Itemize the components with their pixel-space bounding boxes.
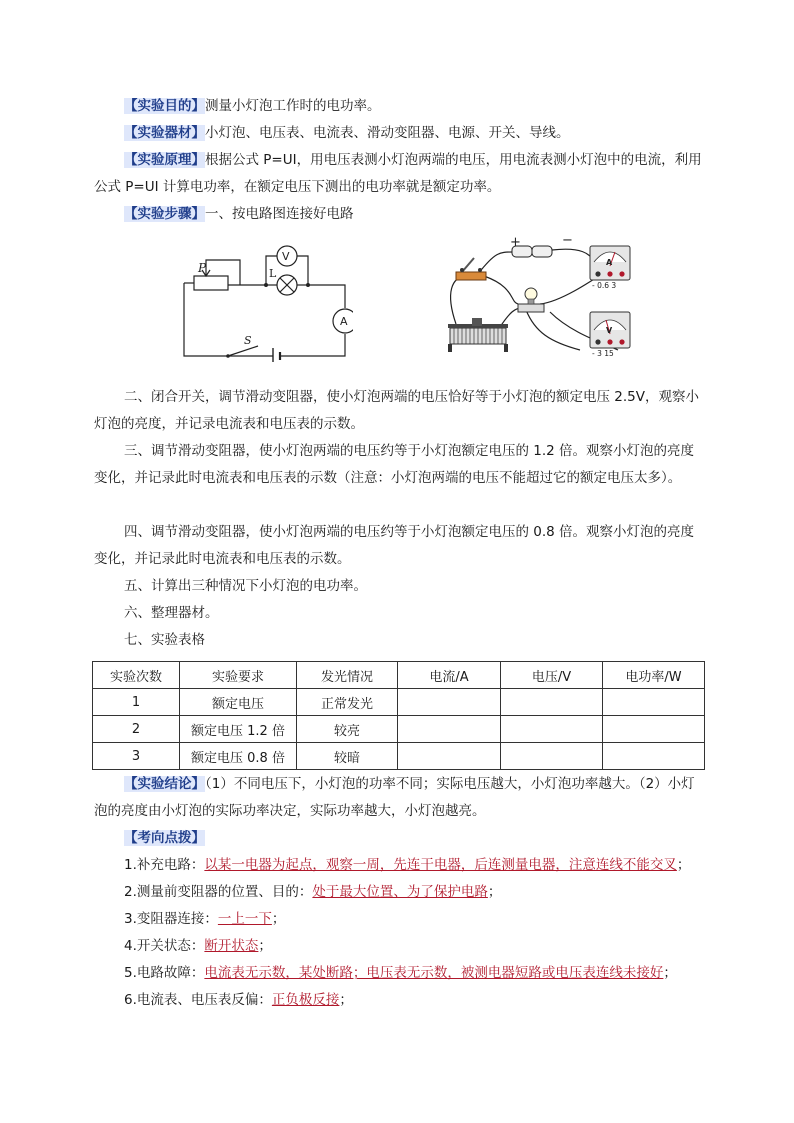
steps-tag: 【实验步骤】 <box>124 206 205 222</box>
conclusion-tag: 【实验结论】 <box>124 776 205 792</box>
table-row <box>93 716 705 743</box>
tip-4 <box>94 933 706 960</box>
equipment-paragraph <box>94 120 706 147</box>
step-5: 五、计算出三种情况下小灯泡的电功率。 <box>124 578 367 594</box>
step-4: 四、调节滑动变阻器，使小灯泡两端的电压约等于小灯泡额定电压的 0.8 倍。观察小灯泡的亮度变化，并记录此时电流表和电压表的示数。 <box>94 524 695 567</box>
tip-label: 1.补充电路： <box>124 857 205 873</box>
lamp-holder <box>518 288 544 312</box>
equipment-text: 小灯泡、电压表、电流表、滑动变阻器、电源、开关、导线。 <box>205 125 570 141</box>
table-cell: 额定电压 <box>180 689 297 716</box>
step-7: 七、实验表格 <box>124 632 205 648</box>
table-cell <box>501 716 603 743</box>
table-cell: 较暗 <box>297 743 398 770</box>
aim-paragraph <box>94 93 706 120</box>
voltmeter-scale: - 3 15 <box>592 349 614 358</box>
tip-answer: 处于最大位置、为了保护电路 <box>312 884 488 900</box>
header-cell: 发光情况 <box>297 662 398 689</box>
tip-tail: ； <box>676 857 691 873</box>
circuit-diagram <box>178 236 353 362</box>
table-cell: 较亮 <box>297 716 398 743</box>
tip-2 <box>94 879 706 906</box>
steps-first: 一、按电路图连接好电路 <box>205 206 354 222</box>
tip-label: 5.电路故障： <box>124 965 205 981</box>
tip-answer: 正负极反接 <box>271 992 340 1008</box>
lamp-label: L <box>269 267 277 280</box>
aim-text: 测量小灯泡工作时的电功率。 <box>205 98 381 114</box>
step-2: 二、闭合开关，调节滑动变阻器，使小灯泡两端的电压恰好等于小灯泡的额定电压 2.5V，观察小灯泡的亮度，并记录电流表和电压表的示数。 <box>94 389 699 432</box>
conclusion-paragraph <box>94 771 706 825</box>
step-3: 三、调节滑动变阻器，使小灯泡两端的电压约等于小灯泡额定电压的 1.2 倍。观察小灯泡的亮度变化，并记录此时电流表和电压表的示数（注意：小灯泡两端的电压不能超过它的额定电压太多）。 <box>94 443 695 486</box>
tip-label: 6.电流表、电压表反偏： <box>124 992 272 1008</box>
tip-6 <box>94 987 706 1014</box>
aim-tag: 【实验目的】 <box>124 98 205 114</box>
principle-tag: 【实验原理】 <box>124 152 205 168</box>
switch-label: S <box>244 334 252 347</box>
header-cell: 实验次数 <box>93 662 180 689</box>
tip-5 <box>94 960 706 987</box>
table-cell <box>603 743 705 770</box>
header-cell: 电压/V <box>501 662 603 689</box>
table-cell <box>603 716 705 743</box>
tips-heading <box>94 825 706 852</box>
table-cell: 正常发光 <box>297 689 398 716</box>
tip-tail: ； <box>663 965 677 981</box>
header-cell: 实验要求 <box>180 662 297 689</box>
tip-tail: ； <box>258 938 272 954</box>
knife-switch <box>456 258 486 280</box>
tip-tail: ； <box>339 992 353 1008</box>
apparatus-illustration <box>440 232 640 367</box>
table-header-row <box>93 662 705 689</box>
header-cell: 电功率/W <box>603 662 705 689</box>
tip-tail: ； <box>271 911 286 927</box>
tip-1 <box>94 852 706 879</box>
rheostat-label: P <box>198 261 207 275</box>
table-cell <box>398 716 501 743</box>
voltmeter-letter: V <box>606 326 613 335</box>
ammeter-scale: - 0.6 3 <box>592 281 617 290</box>
battery-plus: + <box>510 235 521 250</box>
tip-label: 2.测量前变阻器的位置、目的： <box>124 884 313 900</box>
tip-3 <box>94 906 706 933</box>
tip-answer: 一上一下 <box>217 911 272 927</box>
tip-label: 3.变阻器连接： <box>124 911 218 927</box>
tip-tail: ； <box>487 884 502 900</box>
tip-answer: 断开状态 <box>204 938 259 954</box>
tip-label: 4.开关状态： <box>124 938 205 954</box>
table-cell: 1 <box>93 689 180 716</box>
step-6: 六、整理器材。 <box>124 605 219 621</box>
table-cell <box>603 689 705 716</box>
table-cell <box>501 743 603 770</box>
table-cell <box>398 743 501 770</box>
table-cell <box>501 689 603 716</box>
tip-answer: 以某一电器为起点，观察一周，先连干电器，后连测量电器，注意连线不能交叉 <box>204 857 677 873</box>
table-cell: 额定电压 0.8 倍 <box>180 743 297 770</box>
principle-text: 根据公式 P=UI，用电压表测小灯泡两端的电压，用电流表测小灯泡中的电流，利用公式 P=UI 计算电功率，在额定电压下测出的电功率就是额定功率。 <box>94 152 702 195</box>
voltmeter-label: V <box>282 250 290 263</box>
table-cell <box>398 689 501 716</box>
tips-tag: 【考向点拨】 <box>124 830 205 846</box>
tip-answer: 电流表无示数，某处断路；电压表无示数，被测电器短路或电压表连线未接好 <box>204 965 664 981</box>
table-row <box>93 689 705 716</box>
table-cell: 2 <box>93 716 180 743</box>
rheostat-device <box>448 318 508 352</box>
table-cell: 3 <box>93 743 180 770</box>
table-row <box>93 743 705 770</box>
equipment-tag: 【实验器材】 <box>124 125 205 141</box>
ammeter-label: A <box>340 315 348 328</box>
principle-paragraph <box>94 147 706 201</box>
experiment-table <box>92 661 705 770</box>
ammeter-letter: A <box>606 258 613 267</box>
header-cell: 电流/A <box>398 662 501 689</box>
steps-heading <box>94 201 706 228</box>
conclusion-text: （1）不同电压下，小灯泡的功率不同；实际电压越大，小灯泡功率越大。（2）小灯泡的亮度由小灯泡的实际功率决定，实际功率越大，小灯泡越亮。 <box>94 776 695 819</box>
table-cell: 额定电压 1.2 倍 <box>180 716 297 743</box>
battery-minus: − <box>562 233 573 248</box>
